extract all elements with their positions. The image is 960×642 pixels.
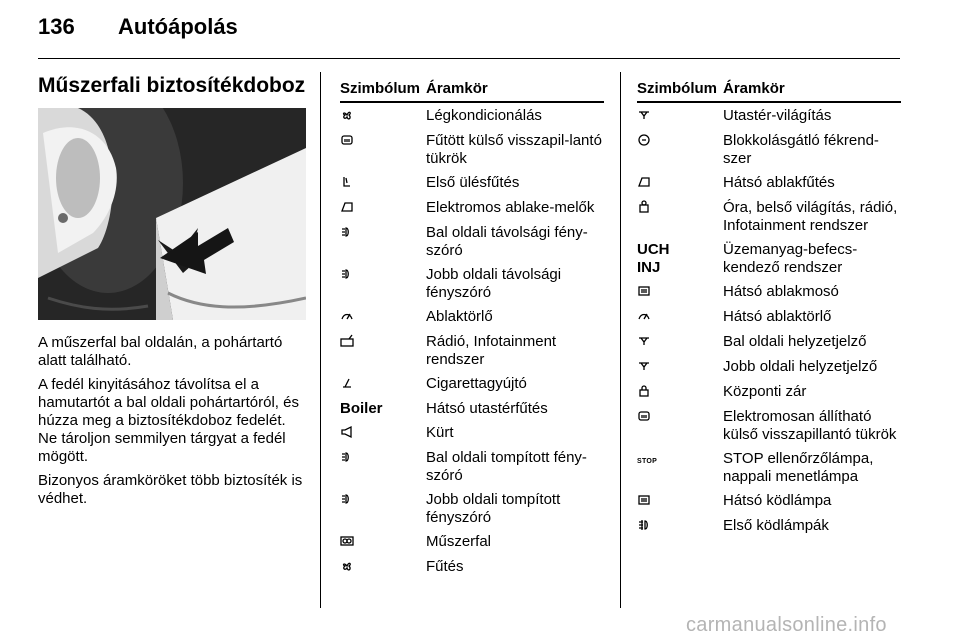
high-beam-right-icon bbox=[340, 267, 354, 281]
row-circuit: Cigarettagyújtó bbox=[426, 375, 527, 392]
row-symbol bbox=[340, 199, 426, 218]
table-row bbox=[340, 558, 604, 577]
row-symbol bbox=[637, 132, 723, 168]
table-row bbox=[637, 383, 901, 402]
row-circuit: Üzemanyag-befecs-kendező rendszer bbox=[723, 241, 858, 276]
row-circuit: Fűtés bbox=[426, 558, 464, 575]
page-header bbox=[38, 14, 918, 44]
table-row bbox=[340, 491, 604, 527]
table-row bbox=[340, 449, 604, 485]
table-row bbox=[340, 308, 604, 327]
row-symbol bbox=[340, 132, 426, 168]
row-symbol bbox=[637, 308, 723, 327]
table-row bbox=[340, 107, 604, 126]
abs-icon bbox=[637, 133, 651, 147]
row-symbol bbox=[340, 375, 426, 394]
clock-icon bbox=[637, 200, 651, 214]
left-column bbox=[38, 74, 306, 514]
row-circuit: Bal oldali távolsági fény-szóró bbox=[426, 224, 588, 259]
table-row bbox=[637, 132, 901, 168]
row-circuit: Első ülésfűtés bbox=[426, 174, 520, 191]
table-row bbox=[340, 333, 604, 369]
symbol-text: STOP bbox=[637, 458, 658, 465]
watermark: carmanualsonline.info bbox=[686, 614, 887, 636]
table-row bbox=[340, 400, 604, 418]
row-symbol bbox=[340, 107, 426, 126]
row-symbol bbox=[340, 400, 426, 418]
row-symbol bbox=[637, 358, 723, 377]
paragraph-multiple-fuses: Bizonyos áramköröket több biztosíték is védhet. bbox=[38, 472, 303, 507]
heater-fan-icon bbox=[340, 559, 354, 573]
row-circuit: Jobb oldali helyzetjelző bbox=[723, 358, 878, 375]
row-circuit: Első ködlámpák bbox=[723, 517, 829, 534]
table-header bbox=[340, 80, 604, 103]
row-symbol bbox=[340, 224, 426, 260]
row-symbol bbox=[637, 199, 723, 235]
row-circuit: Rádió, Infotainment rendszer bbox=[426, 333, 557, 368]
rear-wiper-icon bbox=[637, 309, 651, 323]
row-symbol bbox=[637, 450, 723, 486]
table-row bbox=[637, 408, 901, 444]
row-circuit: Jobb oldali tompított fényszóró bbox=[426, 491, 561, 526]
row-symbol bbox=[340, 558, 426, 577]
row-symbol bbox=[340, 533, 426, 552]
table-row bbox=[637, 241, 901, 277]
row-symbol bbox=[340, 491, 426, 527]
row-symbol bbox=[637, 241, 723, 277]
row-circuit: Jobb oldali távolsági fényszóró bbox=[426, 266, 562, 301]
symbol-text: UCH INJ bbox=[637, 241, 670, 276]
low-beam-left-icon bbox=[340, 450, 354, 464]
cigarette-lighter-icon bbox=[340, 376, 354, 390]
row-circuit: Hátsó ablakmosó bbox=[723, 283, 839, 300]
rear-fog-icon bbox=[637, 493, 651, 507]
row-circuit: Bal oldali tompított fény-szóró bbox=[426, 449, 587, 484]
table-row bbox=[637, 308, 901, 327]
table-row bbox=[637, 174, 901, 193]
row-symbol bbox=[340, 449, 426, 485]
table-row bbox=[637, 107, 901, 126]
column-divider-1 bbox=[320, 72, 321, 608]
high-beam-left-icon bbox=[340, 225, 354, 239]
table-row bbox=[340, 266, 604, 302]
header-circuit: Áramkör bbox=[723, 80, 785, 97]
table-row bbox=[637, 492, 901, 511]
row-circuit: Műszerfal bbox=[426, 533, 492, 550]
table-row bbox=[340, 199, 604, 218]
symbol-text: Boiler bbox=[340, 400, 383, 417]
table-row bbox=[340, 174, 604, 193]
row-symbol bbox=[637, 283, 723, 302]
fuse-table-right bbox=[637, 80, 901, 542]
adjustable-mirror-icon bbox=[637, 409, 651, 423]
row-symbol bbox=[637, 408, 723, 444]
row-symbol bbox=[637, 107, 723, 126]
chapter-title: Autóápolás bbox=[118, 14, 238, 39]
header-divider bbox=[38, 58, 900, 59]
row-symbol bbox=[637, 492, 723, 511]
table-row bbox=[637, 199, 901, 235]
row-circuit: Légkondicionálás bbox=[426, 107, 542, 124]
row-circuit: Fűtött külső visszapil-lantó tükrök bbox=[426, 132, 602, 167]
wiper-icon bbox=[340, 309, 354, 323]
paragraph-location: A műszerfal bal oldalán, a pohártartó alatt található. bbox=[38, 334, 283, 369]
row-circuit: Hátsó ablaktörlő bbox=[723, 308, 832, 325]
row-circuit: STOP ellenőrzőlámpa, nappali menetlámpa bbox=[723, 450, 874, 485]
body-text bbox=[38, 334, 306, 508]
row-circuit: Blokkolásgátló fékrend-szer bbox=[723, 132, 879, 167]
table-row bbox=[340, 132, 604, 168]
row-symbol bbox=[340, 266, 426, 302]
table-row bbox=[637, 517, 901, 536]
table-row bbox=[637, 283, 901, 302]
table-row bbox=[340, 375, 604, 394]
instrument-panel-icon bbox=[340, 534, 354, 548]
row-circuit: Központi zár bbox=[723, 383, 807, 400]
row-circuit: Hátsó ablakfűtés bbox=[723, 174, 835, 191]
power-window-icon bbox=[340, 200, 354, 214]
row-circuit: Elektromosan állítható külső visszapillantó tükrök bbox=[723, 408, 897, 443]
row-circuit: Utastér-világítás bbox=[723, 107, 832, 124]
seat-heating-icon bbox=[340, 175, 354, 189]
rear-washer-icon bbox=[637, 284, 651, 298]
column-divider-2 bbox=[620, 72, 621, 608]
row-circuit: Ablaktörlő bbox=[426, 308, 493, 325]
fuse-box-photo bbox=[38, 108, 306, 320]
central-lock-icon bbox=[637, 384, 651, 398]
page-number: 136 bbox=[38, 14, 75, 39]
row-circuit: Bal oldali helyzetjelző bbox=[723, 333, 867, 350]
row-symbol bbox=[340, 333, 426, 369]
table-row bbox=[340, 424, 604, 443]
fuse-table-middle bbox=[340, 80, 604, 583]
table-row bbox=[637, 333, 901, 352]
front-fog-icon bbox=[637, 518, 651, 532]
row-circuit: Kürt bbox=[426, 424, 454, 441]
row-circuit: Hátsó utastérfűtés bbox=[426, 400, 548, 417]
row-symbol bbox=[637, 517, 723, 536]
row-symbol bbox=[340, 174, 426, 193]
header-symbol: Szimbólum bbox=[340, 80, 421, 97]
side-light-left-icon bbox=[637, 334, 651, 348]
table-header bbox=[637, 80, 901, 103]
row-circuit: Óra, belső világítás, rádió, Infotainment rendszer bbox=[723, 199, 898, 234]
table-row bbox=[637, 450, 901, 486]
side-light-right-icon bbox=[637, 359, 651, 373]
row-symbol bbox=[340, 424, 426, 443]
fan-icon bbox=[340, 108, 354, 122]
header-circuit: Áramkör bbox=[426, 80, 488, 97]
interior-light-icon bbox=[637, 108, 651, 122]
header-symbol: Szimbólum bbox=[637, 80, 718, 97]
row-symbol bbox=[637, 383, 723, 402]
horn-icon bbox=[340, 425, 354, 439]
radio-icon bbox=[340, 334, 354, 348]
table-row bbox=[340, 224, 604, 260]
row-circuit: Elektromos ablake-melők bbox=[426, 199, 595, 216]
heated-mirror-icon bbox=[340, 133, 354, 147]
row-symbol bbox=[637, 174, 723, 193]
rear-window-heating-icon bbox=[637, 175, 651, 189]
row-symbol bbox=[637, 333, 723, 352]
table-row bbox=[340, 533, 604, 552]
paragraph-opening: A fedél kinyitásához távolítsa el a hamutartót a bal oldali pohártartóról, és húzza meg a biztosítékdoboz fedelét. Ne tároljon semmilyen tárgyat a fedél mögött. bbox=[38, 376, 299, 465]
row-circuit: Hátsó ködlámpa bbox=[723, 492, 832, 509]
section-title: Műszerfali biztosítékdoboz bbox=[38, 74, 306, 97]
table-row bbox=[637, 358, 901, 377]
row-symbol bbox=[340, 308, 426, 327]
low-beam-right-icon bbox=[340, 492, 354, 506]
